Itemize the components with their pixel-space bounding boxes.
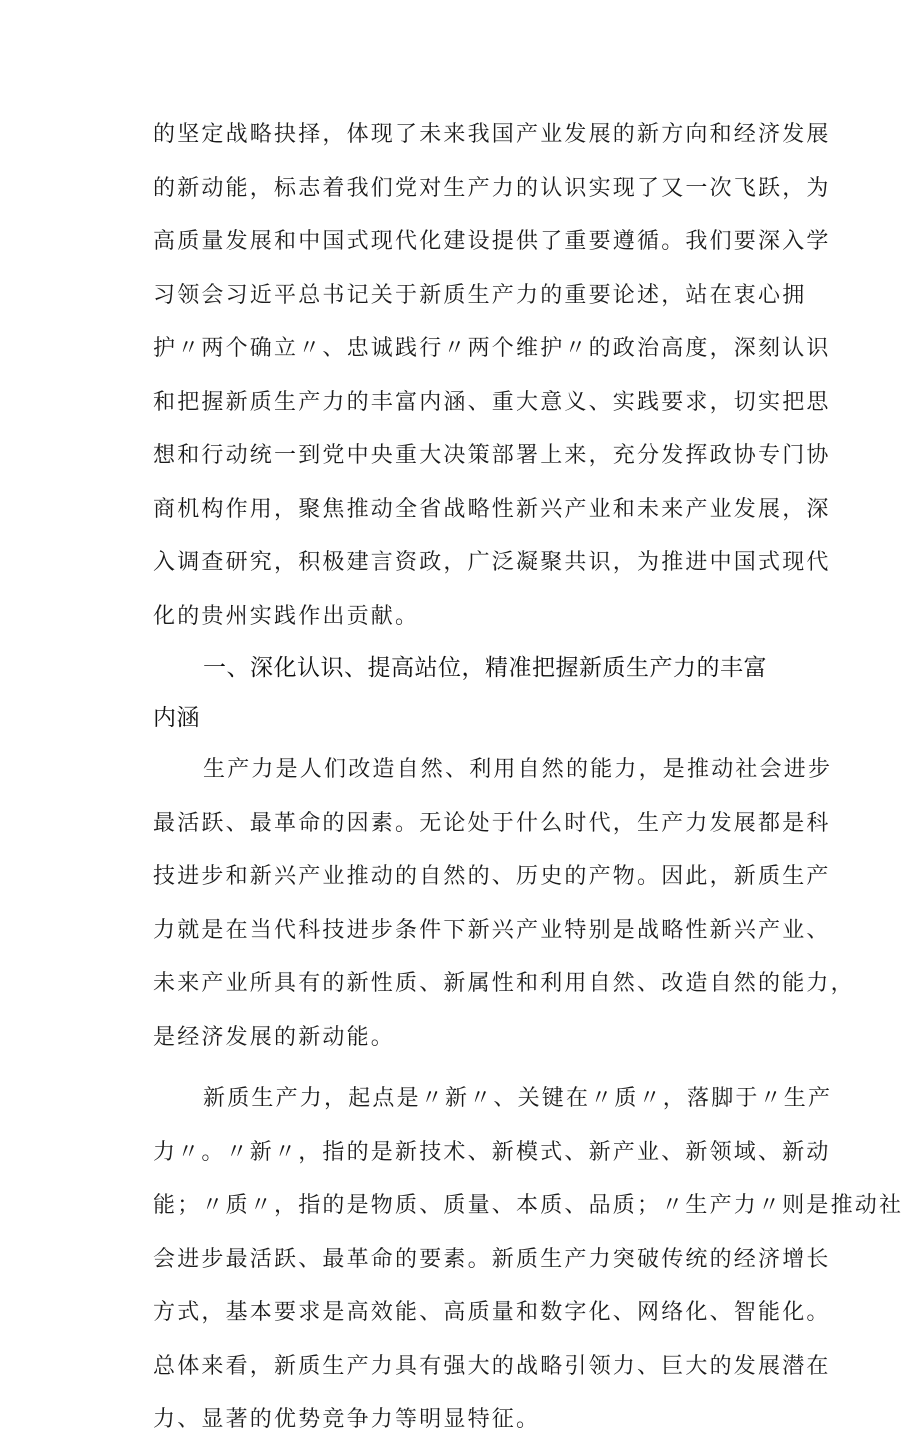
text-line: 总体来看，新质生产力具有强大的战略引领力、巨大的发展潜在 bbox=[153, 1353, 831, 1379]
text-line: 是经济发展的新动能。 bbox=[153, 1024, 396, 1050]
text-line: 想和行动统一到党中央重大决策部署上来，充分发挥政协专门协 bbox=[153, 443, 831, 468]
text-line: 力就是在当代科技进步条件下新兴产业特别是战略性新兴产业、 bbox=[153, 917, 831, 943]
document-body bbox=[153, 108, 904, 1447]
text-line: 会进步最活跃、最革命的要素。新质生产力突破传统的经济增长 bbox=[153, 1246, 831, 1272]
text-line: 方式，基本要求是高效能、高质量和数字化、网络化、智能化。 bbox=[153, 1300, 831, 1325]
text-line: 未来产业所具有的新性质、新属性和利用自然、改造自然的能力， bbox=[153, 971, 855, 996]
heading-line: 一、深化认识、提高站位，精准把握新质生产力的丰富 bbox=[203, 655, 767, 681]
heading-line: 内涵 bbox=[153, 705, 200, 731]
text-line: 技进步和新兴产业推动的自然的、历史的产物。因此，新质生产 bbox=[153, 864, 831, 889]
section-heading bbox=[153, 643, 773, 743]
text-line: 最活跃、最革命的因素。无论处于什么时代，生产力发展都是科 bbox=[153, 810, 831, 836]
text-line: 习领会习近平总书记关于新质生产力的重要论述，站在衷心拥 bbox=[153, 282, 807, 308]
text-line: 能；〃质〃，指的是物质、质量、本质、品质；〃生产力〃则是推动社 bbox=[153, 1193, 904, 1218]
paragraph-2 bbox=[153, 743, 855, 1064]
text-line: 新质生产力，起点是〃新〃、关键在〃质〃，落脚于〃生产 bbox=[203, 1086, 833, 1111]
text-line: 和把握新质生产力的丰富内涵、重大意义、实践要求，切实把思 bbox=[153, 389, 831, 415]
paragraph-spacer bbox=[153, 1064, 773, 1072]
text-line: 力〃。〃新〃，指的是新技术、新模式、新产业、新领域、新动 bbox=[153, 1139, 831, 1165]
text-line: 化的贵州实践作出贡献。 bbox=[153, 603, 420, 629]
paragraph-3 bbox=[153, 1072, 904, 1447]
text-line: 护〃两个确立〃、忠诚践行〃两个维护〃的政治高度，深刻认识 bbox=[153, 336, 831, 361]
text-line: 入调查研究，积极建言资政，广泛凝聚共识，为推进中国式现代 bbox=[153, 550, 831, 575]
text-line: 的坚定战略抉择，体现了未来我国产业发展的新方向和经济发展 bbox=[153, 122, 831, 147]
intro-paragraph bbox=[153, 108, 831, 643]
text-line: 的新动能，标志着我们党对生产力的认识实现了又一次飞跃，为 bbox=[153, 175, 831, 201]
text-line: 高质量发展和中国式现代化建设提供了重要遵循。我们要深入学 bbox=[153, 229, 831, 254]
text-line: 力、显著的优势竞争力等明显特征。 bbox=[153, 1407, 541, 1432]
text-line: 生产力是人们改造自然、利用自然的能力，是推动社会进步 bbox=[203, 757, 833, 782]
text-line: 商机构作用，聚焦推动全省战略性新兴产业和未来产业发展，深 bbox=[153, 496, 831, 522]
